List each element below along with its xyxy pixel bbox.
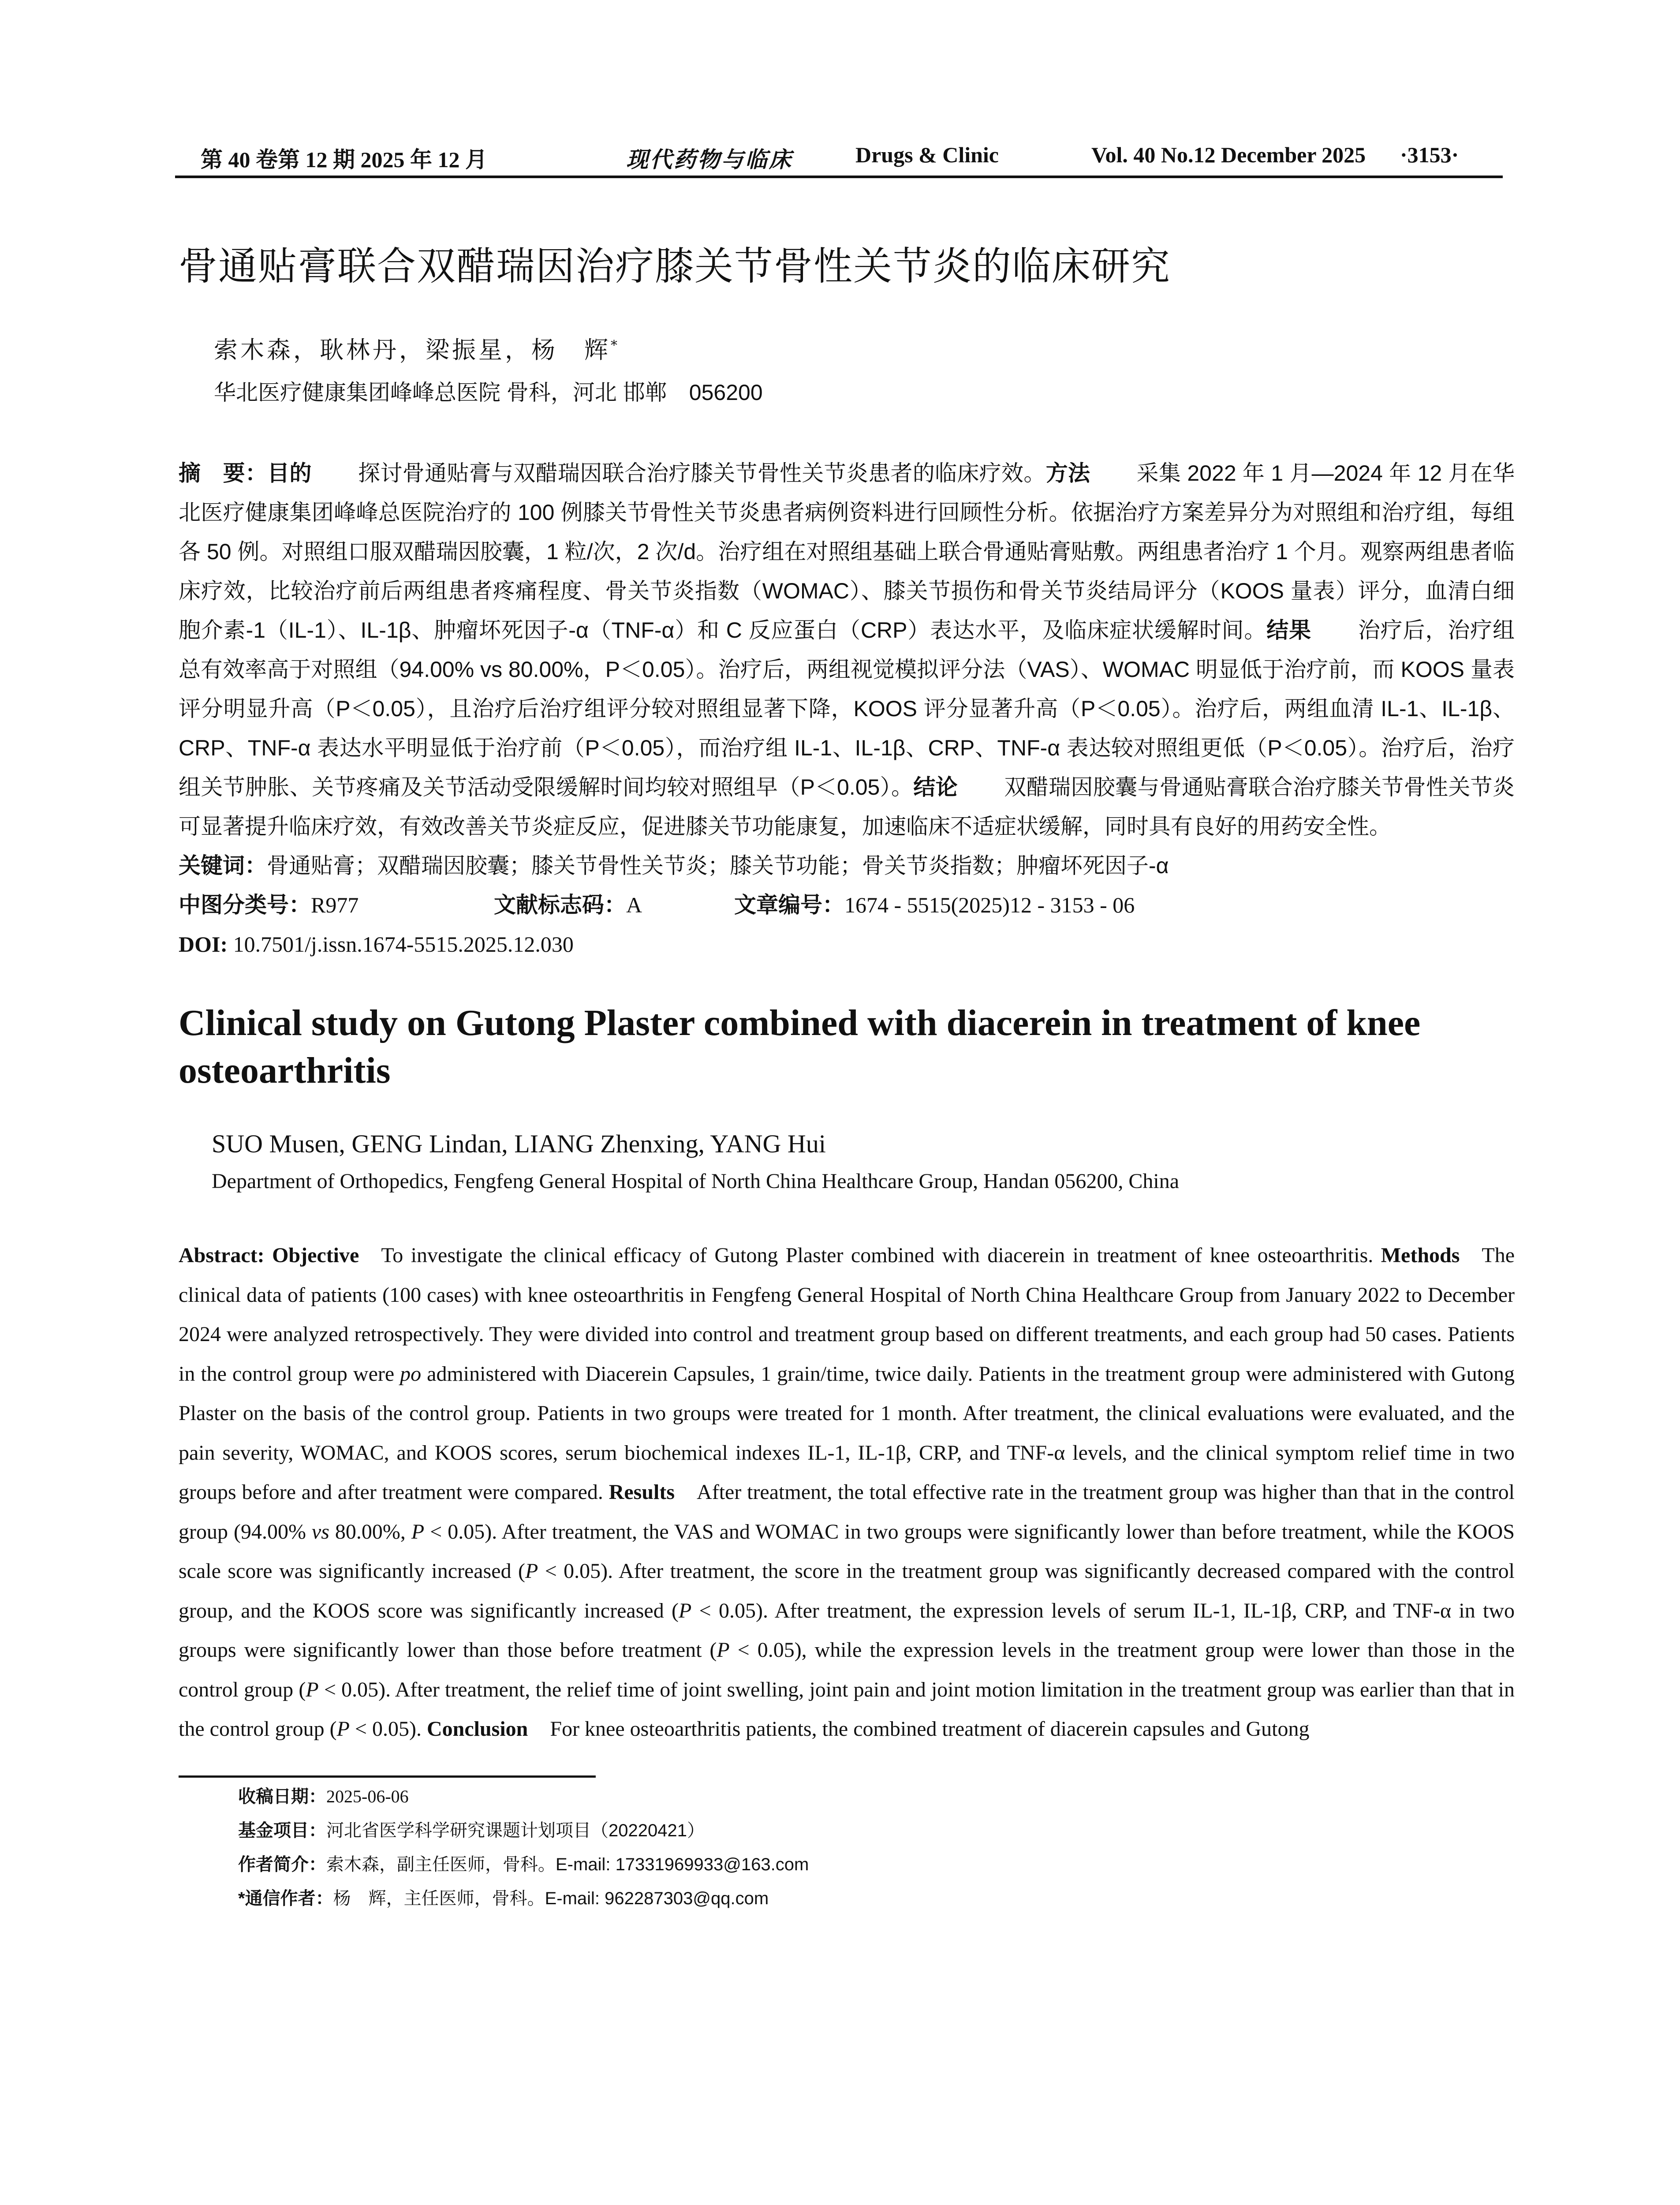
cn-objective-label: 目的 <box>267 461 312 486</box>
cn-objective-text: 探讨骨通贴膏与双醋瑞因联合治疗膝关节骨性关节炎患者的临床疗效。 <box>358 461 1046 486</box>
en-results-text-1: After treatment, the total effective rate in the treatment group was higher than that in the control group (94.00% <box>179 1480 1515 1544</box>
header-rule <box>175 176 1503 178</box>
p-symbol: P <box>679 1599 692 1622</box>
en-objective-label: Objective <box>272 1244 359 1267</box>
corresponding-text: 杨 辉，主任医师，骨科。E-mail: 962287303@qq.com <box>333 1888 769 1908</box>
running-header-journal-cn: 现代药物与临床 <box>626 147 793 172</box>
cn-author-list: 索木森，耿林丹，梁振星，杨 辉 <box>214 336 611 364</box>
doi-link[interactable]: 10.7501/j.issn.1674-5515.2025.12.030 <box>233 932 574 957</box>
en-results-text-4: < 0.05). After treatment, the score in the treatment group was significantly decreased compared with the control group, and the KOOS score was significantly increased ( <box>179 1559 1515 1622</box>
en-results-text-3: < 0.05). After treatment, the VAS and WOMAC in two groups were significantly lower than before treatment, while the KOOS scale score was significantly increased ( <box>179 1520 1515 1583</box>
cn-conclusion-text: 双醋瑞因胶囊与骨通贴膏联合治疗膝关节骨性关节炎可显著提升临床疗效，有效改善关节炎症反应，促进膝关节功能康复，加速临床不适症状缓解，同时具有良好的用药安全性。 <box>179 775 1515 839</box>
article-no-label: 文章编号： <box>734 893 844 917</box>
en-conclusion-text: For knee osteoarthritis patients, the combined treatment of diacerein capsules and Gutong <box>550 1717 1310 1741</box>
en-methods-text-1: The clinical data of patients (100 cases) with knee osteoarthritis in Fengfeng General Hospital of North China Healthcare Group from January 2022 to December 2024 were analyzed retrospectively. They were divided into control and treatment group based on different treatments, and each group had 50 cases. Patients in the control group were <box>179 1244 1515 1386</box>
funding-text: 河北省医学科学研究课题计划项目（20220421） <box>326 1820 705 1840</box>
en-results-text-8: < 0.05). <box>349 1717 422 1741</box>
en-authors: SUO Musen, GENG Lindan, LIANG Zhenxing, YANG Hui <box>212 1129 826 1158</box>
p-symbol: P <box>336 1717 350 1741</box>
doc-code-label: 文献标志码： <box>494 893 626 917</box>
cn-title: 骨通贴膏联合双醋瑞因治疗膝关节骨性关节炎的临床研究 <box>179 244 1171 288</box>
received-date: 2025-06-06 <box>326 1786 409 1806</box>
en-methods-label: Methods <box>1381 1244 1460 1267</box>
p-symbol: P <box>306 1678 319 1701</box>
en-title: Clinical study on Gutong Plaster combined with diacerein in treatment of knee osteoarthritis <box>179 1002 1421 1091</box>
cn-classification <box>179 886 1680 925</box>
doi <box>179 925 1680 964</box>
corresponding-label: *通信作者： <box>238 1888 333 1908</box>
clc-value: R977 <box>311 893 359 917</box>
footnote-rule <box>179 1775 596 1778</box>
en-abstract <box>179 1236 1515 1749</box>
cn-conclusion-label: 结论 <box>913 775 958 800</box>
author-bio-text: 索木森，副主任医师，骨科。E-mail: 17331969933@163.com <box>326 1854 809 1874</box>
running-header-issue: 第 40 卷第 12 期 2025 年 12 月 <box>201 147 487 172</box>
en-results-text-5: < 0.05). After treatment, the expression levels of serum IL-1, IL-1β, CRP, and TNF-α in two groups were significantly lower than those before treatment ( <box>179 1599 1515 1662</box>
article-no-value: 1674 - 5515(2025)12 - 3153 - 06 <box>844 893 1135 917</box>
cn-results-label: 结果 <box>1266 618 1311 643</box>
doi-label: DOI: <box>179 932 228 957</box>
cn-authors <box>214 335 1680 366</box>
en-abstract-label: Abstract: <box>179 1244 265 1267</box>
page-number: ·3153· <box>1400 142 1459 167</box>
running-header <box>179 0 1512 173</box>
cn-keywords <box>179 846 1680 886</box>
en-objective-text: To investigate the clinical efficacy of Gutong Plaster combined with diacerein in treatment of knee osteoarthritis. <box>381 1244 1374 1267</box>
en-conclusion-label: Conclusion <box>426 1717 528 1741</box>
doc-code-value: A <box>626 893 642 917</box>
footnote-funding <box>238 1814 1680 1848</box>
funding-label: 基金项目： <box>238 1820 326 1840</box>
footnote-corresponding <box>238 1882 1680 1916</box>
cn-abstract-label: 摘 要： <box>179 461 268 486</box>
p-symbol: P <box>717 1638 730 1662</box>
running-header-journal-en: Drugs & Clinic <box>855 142 999 167</box>
footnote-author-bio <box>238 1848 1680 1882</box>
footnote-received <box>238 1779 1680 1814</box>
p-symbol: P <box>525 1559 538 1583</box>
keywords-text: 骨通贴膏；双醋瑞因胶囊；膝关节骨性关节炎；膝关节功能；骨关节炎指数；肿瘤坏死因子-α <box>267 853 1169 878</box>
en-methods-text-2: administered with Diacerein Capsules, 1 grain/time, twice daily. Patients in the treatment group were administered with Gutong Plaster on the basis of the control group. Patients in two groups were treated for 1 month. After treatment, the clinical evaluations were evaluated, and the pain severity, WOMAC, and KOOS scores, serum biochemical indexes IL-1, IL-1β, CRP, and TNF-α levels, and the clinical symptom relief time in two groups before and after treatment were compared. <box>179 1362 1515 1504</box>
cn-methods-label: 方法 <box>1045 461 1090 486</box>
clc-label: 中图分类号： <box>179 893 311 917</box>
cn-methods-text: 采集 2022 年 1 月—2024 年 12 月在华北医疗健康集团峰峰总医院治疗的 100 例膝关节骨性关节炎患者病例资料进行回顾性分析。依据治疗方案差异分为对照组和治疗组，每组各 50 例。对照组口服双醋瑞因胶囊，1 粒/次，2 次/d。治疗组在对照组基础上联合骨通贴膏贴敷。两组患者治疗 1 个月。观察两组患者临床疗效，比较治疗前后两组患者疼痛程度、骨关节炎指数（WOMAC）、膝关节损伤和骨关节炎结局评分（KOOS 量表）评分，血清白细胞介素-1（IL-1）、IL-1β、肿瘤坏死因子-α（TNF-α）和 C 反应蛋白（CRP）表达水平，及临床症状缓解时间。 <box>179 461 1515 643</box>
keywords-label: 关键词： <box>179 853 267 878</box>
cn-abstract <box>179 454 1515 846</box>
en-results-text-6: < 0.05), while the expression levels in the treatment group were lower than those in the control group ( <box>179 1638 1515 1701</box>
received-label: 收稿日期： <box>238 1786 326 1806</box>
author-bio-label: 作者简介： <box>238 1854 326 1874</box>
corresponding-mark: * <box>611 338 620 353</box>
en-results-label: Results <box>609 1480 675 1504</box>
cn-affiliation: 华北医疗健康集团峰峰总医院 骨科，河北 邯郸 056200 <box>214 380 763 405</box>
p-symbol: P <box>411 1520 425 1544</box>
cn-results-text: 治疗后，治疗组总有效率高于对照组（94.00% vs 80.00%，P＜0.05）。治疗后，两组视觉模拟评分法（VAS）、WOMAC 明显低于治疗前，而 KOOS 量表评分明显升高（P＜0.05），且治疗后治疗组评分较对照组显著下降，KOOS 评分显著升高（P＜0.05）。治疗后，两组血清 IL-1、IL-1β、CRP、TNF-α 表达水平明显低于治疗前（P＜0.05），而治疗组 IL-1、IL-1β、CRP、TNF-α 表达较对照组更低（P＜0.05）。治疗后，治疗组关节肿胀、关节疼痛及关节活动受限缓解时间均较对照组早（P＜0.05）。 <box>179 618 1515 800</box>
running-header-volume: Vol. 40 No.12 December 2025 <box>1091 142 1366 167</box>
en-affiliation: Department of Orthopedics, Fengfeng General Hospital of North China Healthcare Group, Handan 056200, China <box>212 1170 1180 1193</box>
en-results-text-7: < 0.05). After treatment, the relief time of joint swelling, joint pain and joint motion limitation in the treatment group was earlier than that in the control group ( <box>179 1678 1515 1741</box>
en-methods-po: po <box>400 1362 422 1386</box>
en-results-text-2: 80.00%, <box>329 1520 411 1544</box>
en-results-vs: vs <box>311 1520 329 1544</box>
